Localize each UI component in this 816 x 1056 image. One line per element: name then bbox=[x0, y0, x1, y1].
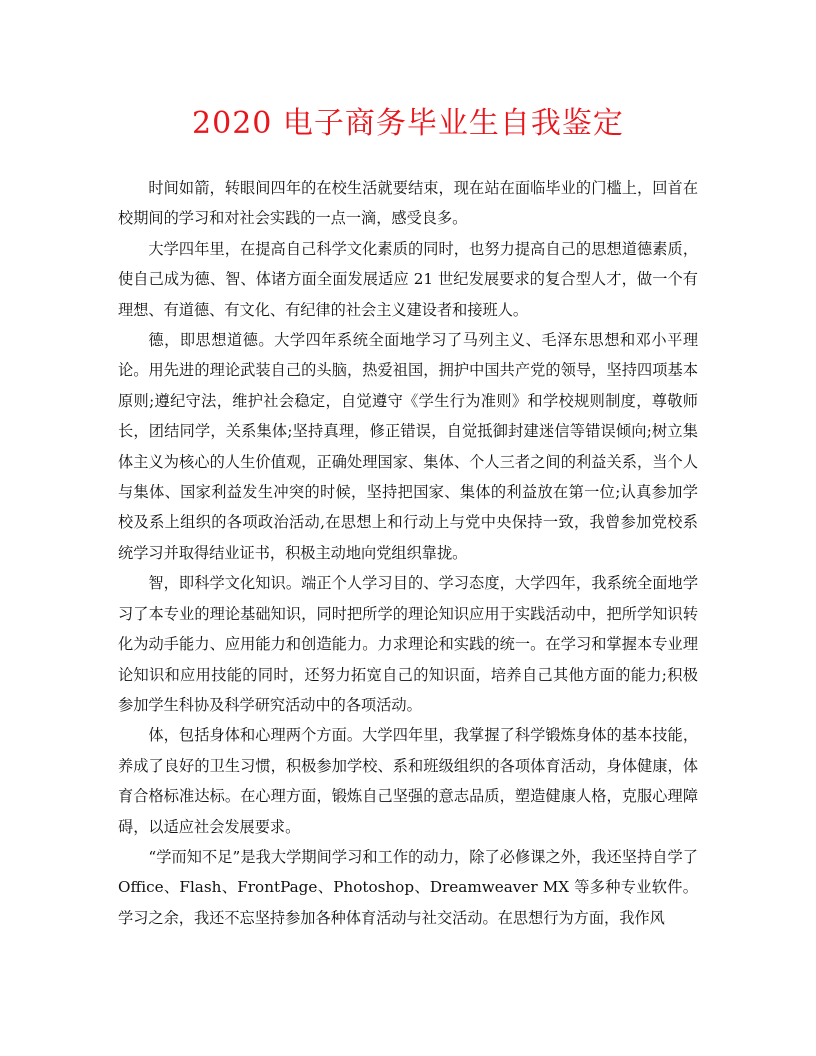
paragraph-physical: 体，包括身体和心理两个方面。大学四年里，我掌握了科学锻炼身体的基本技能，养成了良好的卫生习惯，积极参加学校、系和班级组织的各项体育活动，身体健康，体育合格标准达标。在心理方面，锻炼自己坚强的意志品质，塑造健康人格，克服心理障碍，以适应社会发展要求。 bbox=[118, 726, 698, 836]
document-title: 2020 电子商务毕业生自我鉴定 bbox=[192, 106, 624, 141]
paragraph-knowledge: 智，即科学文化知识。端正个人学习目的、学习态度，大学四年，我系统全面地学习了本专业的理论基础知识，同时把所学的理论知识应用于实践活动中，把所学知识转化为动手能力、应用能力和创造能力。力求理论和实践的统一。在学习和掌握本专业理论知识和应用技能的同时，还努力拓宽自己的知识面，培养自己其他方面的能力;积极参加学生科协及科学研究活动中的各项活动。 bbox=[118, 574, 698, 714]
paragraph-self-study: “学而知不足”是我大学期间学习和工作的动力，除了必修课之外，我还坚持自学了 Office、Flash、FrontPage、Photoshop、Dreamweaver MX 等多种专业软件。学习之余，我还不忘坚持参加各种体育活动与社交活动。在思想行为方面，我作风 bbox=[118, 847, 698, 927]
paragraph-overview: 大学四年里，在提高自己科学文化素质的同时，也努力提高自己的思想道德素质，使自己成为德、智、体诸方面全面发展适应 21 世纪发展要求的复合型人才，做一个有理想、有道德、有文化、有纪律的社会主义建设者和接班人。 bbox=[118, 239, 698, 319]
paragraph-morality: 德，即思想道德。大学四年系统全面地学习了马列主义、毛泽东思想和邓小平理论。用先进的理论武装自己的头脑，热爱祖国，拥护中国共产党的领导，坚持四项基本原则;遵纪守法，维护社会稳定，自觉遵守《学生行为准则》和学校规则制度，尊敬师长，团结同学，关系集体;坚持真理，修正错误，自觉抵御封建迷信等错误倾向;树立集体主义为核心的人生价值观，正确处理国家、集体、个人三者之间的利益关系，当个人与集体、国家利益发生冲突的时候，坚持把国家、集体的利益放在第一位;认真参加学校及系上组织的各项政治活动,在思想上和行动上与党中央保持一致，我曾参加党校系统学习并取得结业证书，积极主动地向党组织靠拢。 bbox=[118, 331, 698, 562]
document-body bbox=[118, 173, 698, 933]
paragraph-intro: 时间如箭，转眼间四年的在校生活就要结束，现在站在面临毕业的门槛上，回首在校期间的学习和对社会实践的一点一滴，感受良多。 bbox=[118, 179, 698, 228]
